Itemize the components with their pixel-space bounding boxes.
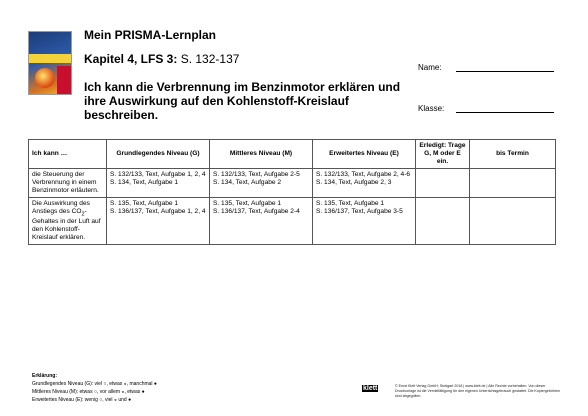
class-field[interactable] (456, 112, 554, 113)
task-line: S. 136/137, Text, Aufgabe 3-5 (316, 208, 403, 215)
header-medium-level: Mittleres Niveau (M) (210, 140, 313, 169)
task-line: S. 135, Text, Aufgabe 1 (213, 200, 282, 207)
cell-deadline-input[interactable] (470, 198, 556, 245)
legend (32, 372, 157, 404)
task-line: S. 135, Text, Aufgabe 1 (316, 200, 385, 207)
legend-line: Erweitertes Niveau (E): wenig ○, viel ◒ und ● (32, 397, 132, 403)
logo-text: klett (363, 385, 378, 392)
page-title: Mein PRISMA-Lernplan (84, 28, 217, 42)
task-line: S. 134, Text, Aufgabe 1 (110, 179, 179, 186)
cell-medium (210, 169, 313, 198)
cell-basic (107, 198, 210, 245)
cover-flame-graphic (35, 68, 55, 88)
learning-plan-table (28, 139, 556, 245)
cell-done-input[interactable] (416, 198, 470, 245)
task-line: S. 132/133, Text, Aufgabe 1, 2, 4 (110, 171, 206, 178)
cover-band (29, 54, 71, 63)
task-line: S. 134, Text, Aufgabe 2, 3 (316, 179, 392, 186)
table-header-row (29, 140, 556, 169)
task-line: S. 132/133, Text, Aufgabe 2-5 (213, 171, 300, 178)
legend-title: Erklärung: (32, 373, 58, 379)
task-line: S. 132/133, Text, Aufgabe 2, 4-6 (316, 171, 411, 178)
cover-stripe (57, 66, 71, 94)
task-line: S. 134, Text, Aufgabe 2 (213, 179, 282, 186)
cell-extended (313, 198, 416, 245)
cell-medium (210, 198, 313, 245)
chapter-label: Kapitel 4, LFS 3: (84, 52, 178, 66)
chapter-line (84, 52, 239, 66)
book-cover-image (28, 31, 72, 95)
copyright-notice: © Ernst Klett Verlag GmbH, Stuttgart 2018 | www.klett.de | Alle Rechte vorbehalten. Von dieser Druckvorlage ist die Vervielfältigung für den eigenen Unterrichtsgebrauch gestattet. Die Kopiergebühren sind abgegolten. (395, 384, 561, 398)
chapter-pages: S. 132-137 (180, 52, 240, 66)
name-field[interactable] (456, 71, 554, 72)
legend-line: Grundlegendes Niveau (G): viel ○, etwas ◒, manchmal ● (32, 381, 157, 387)
header-basic-level: Grundlegendes Niveau (G) (107, 140, 210, 169)
row-can-text: Die Auswirkung des Anstiegs des $CO_2$-Gehaltes in der Luft auf den Kohlenstoff-Kreislauf erklären. (29, 198, 107, 245)
task-line: S. 136/137, Text, Aufgabe 1, 2, 4 (110, 208, 206, 215)
header-can: Ich kann … (29, 140, 107, 169)
cell-done-input[interactable] (416, 169, 470, 198)
header-done: Erledigt: Trage G, M oder E ein. (416, 140, 470, 169)
cell-basic (107, 169, 210, 198)
learning-goal: Ich kann die Verbrennung im Benzinmotor erklären und ihre Auswirkung auf den Kohlenstoff-Kreislauf beschreiben. (84, 80, 401, 122)
table-row (29, 169, 556, 198)
cell-deadline-input[interactable] (470, 169, 556, 198)
legend-line: Mittleres Niveau (M): etwas ○, vor allem ◒, etwas ● (32, 389, 145, 395)
cell-extended (313, 169, 416, 198)
publisher-logo (361, 385, 378, 392)
class-label: Klasse: (418, 104, 445, 113)
header-extended-level: Erweitertes Niveau (E) (313, 140, 416, 169)
task-line: S. 135, Text, Aufgabe 1 (110, 200, 179, 207)
name-label: Name: (418, 63, 442, 72)
task-line: S. 136/137, Text, Aufgabe 2-4 (213, 208, 300, 215)
header-deadline: bis Termin (470, 140, 556, 169)
row-can-text: die Steuerung der Verbrennung in einem Benzinmotor erläutern. (29, 169, 107, 198)
table-row (29, 198, 556, 245)
